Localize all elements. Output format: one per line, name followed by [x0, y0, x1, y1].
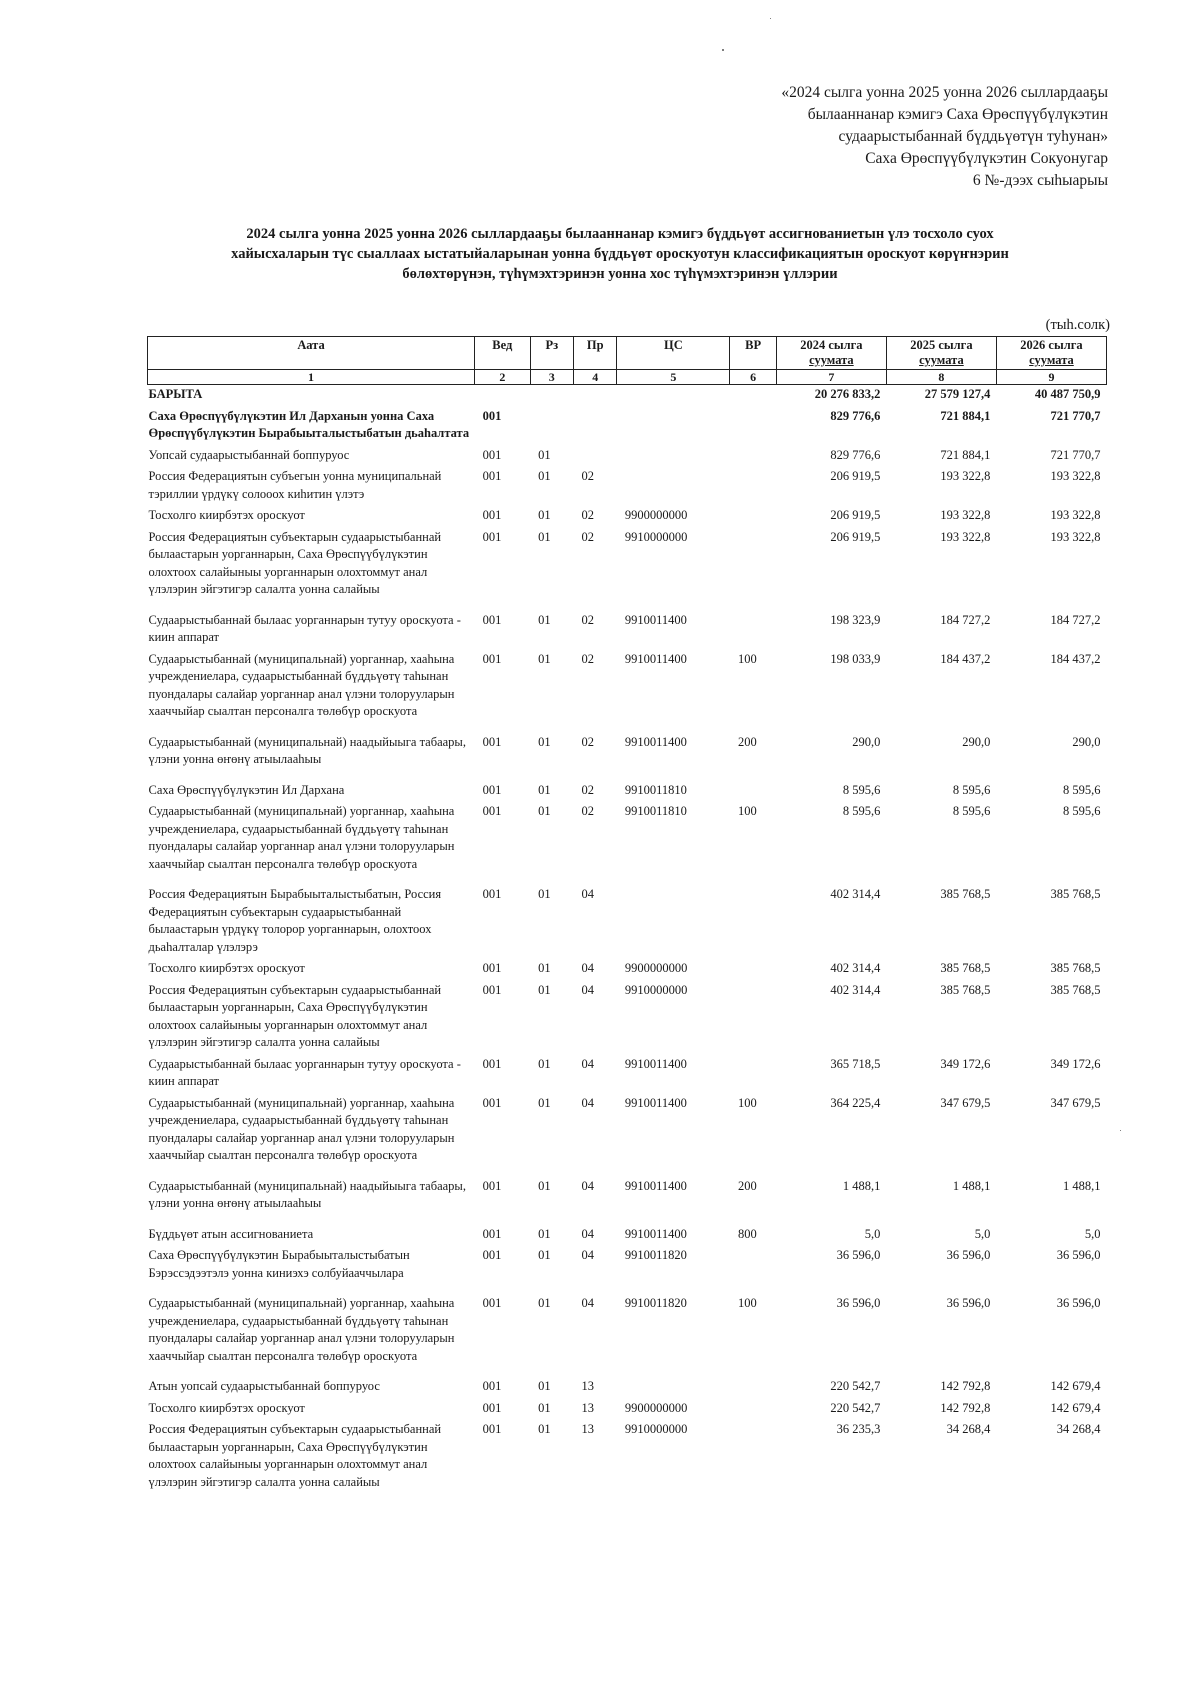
cell-name: Судаарыстыбаннай (муниципальнай) уорганнар, хааһына учреждениелара, судаарыстыбаннай бүддьүөтү таһынан пуондалары салайар уорганнар анал үлэни толорууларын хааччыйар сыалтан персоналга төлөбүр ороскуота — [148, 804, 455, 871]
cell-name: Судаарыстыбаннай (муниципальнай) наадыйыыга табаары, үлэни уонна өҥөнү атыылааһыы — [148, 734, 466, 766]
cell-pr: 13 — [581, 1400, 594, 1415]
cell-vr: 100 — [737, 651, 757, 666]
cell-ved: 001 — [482, 982, 502, 997]
cell-vr: 800 — [737, 1226, 757, 1241]
attachment-line: «2024 сылга уонна 2025 уонна 2026 сыллардааҕы — [781, 84, 1108, 101]
cell-cs: 9910011400 — [624, 734, 687, 749]
header-colnum: 4 — [573, 370, 616, 385]
cell-2024: 36 235,3 — [836, 1422, 881, 1436]
cell-2025: 347 679,5 — [940, 1095, 991, 1110]
cell-ved: 001 — [482, 1226, 502, 1241]
cell-ved: 001 — [482, 1379, 502, 1393]
cell-pr: 02 — [581, 782, 594, 797]
cell-rz — [530, 385, 573, 407]
title-line: 2024 сылга уонна 2025 уонна 2026 сыллардааҕы былааннанар кэмигэ бүддьүөт ассигнованиетын үлэ тосхоло суох — [246, 226, 994, 242]
cell-vr — [730, 959, 776, 981]
cell-cs: 9910011400 — [624, 1178, 687, 1193]
header-2025-line1: 2025 сылга — [910, 338, 973, 352]
cell-2024: 206 919,5 — [830, 508, 881, 522]
cell-ved: 001 — [482, 529, 502, 544]
header-name: Аата — [148, 337, 475, 370]
cell-2024: 402 314,4 — [830, 961, 881, 975]
cell-pr: 04 — [581, 1056, 594, 1071]
cell-name: Уопсай судаарыстыбаннай боппуруос — [148, 447, 350, 462]
cell-2025: 142 792,8 — [940, 1400, 991, 1415]
table-row — [148, 407, 1107, 446]
header-colnum: 6 — [730, 370, 776, 385]
title-line: хайысхаларын түс сыаллаах ыстатыйаларынан уонна бүддьүөт ороскуотун классификациятын ороскуот көрүҥнэрин — [231, 246, 1009, 262]
cell-vr — [730, 528, 776, 602]
document-title — [140, 224, 1100, 284]
scan-speck — [722, 49, 724, 51]
header-2026 — [996, 337, 1106, 370]
cell-cs: 9910011810 — [624, 782, 687, 797]
cell-pr: 02 — [581, 529, 594, 544]
cell-cs — [617, 407, 730, 446]
cell-cs: 9910011400 — [624, 1095, 687, 1110]
cell-2026: 142 679,4 — [1050, 1400, 1101, 1415]
cell-rz: 01 — [538, 782, 551, 797]
table-row — [148, 385, 1107, 407]
cell-pr: 04 — [581, 1095, 594, 1110]
cell-pr: 02 — [581, 508, 594, 522]
cell-2024: 8 595,6 — [842, 804, 881, 818]
cell-name: Судаарыстыбаннай (муниципальнай) уорганнар, хааһына учреждениелара, судаарыстыбаннай бүддьүөтү таһынан пуондалары салайар уорганнар анал үлэни толорууларын хааччыйар сыалтан персоналга төлөбүр ороскуота — [148, 1296, 455, 1363]
cell-ved: 001 — [482, 1056, 502, 1071]
cell-ved: 001 — [482, 651, 502, 666]
cell-pr: 02 — [581, 612, 594, 627]
cell-cs — [617, 876, 730, 959]
cell-vr: 200 — [737, 734, 757, 749]
cell-cs: 9910011400 — [624, 1226, 687, 1241]
cell-2024: 36 596,0 — [836, 1248, 881, 1262]
cell-2026: 290,0 — [1072, 734, 1101, 749]
cell-pr: 02 — [581, 734, 594, 749]
cell-pr: 13 — [581, 1422, 594, 1436]
cell-rz: 01 — [538, 961, 551, 975]
table-row — [148, 602, 1107, 650]
cell-rz: 01 — [538, 1248, 551, 1262]
cell-ved: 001 — [482, 1422, 502, 1436]
cell-cs: 9910011820 — [624, 1248, 687, 1262]
cell-2024: 829 776,6 — [830, 447, 881, 462]
scan-speck — [770, 18, 771, 19]
cell-2025: 385 768,5 — [940, 961, 991, 975]
cell-rz: 01 — [538, 1400, 551, 1415]
cell-rz: 01 — [538, 734, 551, 749]
header-colnum: 7 — [776, 370, 886, 385]
table-body — [148, 385, 1107, 1495]
cell-rz: 01 — [538, 1226, 551, 1241]
cell-vr — [730, 1420, 776, 1494]
cell-ved: 001 — [482, 408, 502, 423]
header-colnum: 9 — [996, 370, 1106, 385]
cell-2025: 193 322,8 — [940, 508, 991, 522]
cell-rz: 01 — [538, 1422, 551, 1436]
cell-2024: 220 542,7 — [830, 1379, 881, 1393]
cell-ved: 001 — [482, 887, 502, 901]
cell-name: Россия Федерациятын Бырабыыталыстыбатын, Россия Федерациятын субъектарын судаарыстыбаннай былаастарын үрдүкү толорор уорганнарын, олохтоох дьаһалталар үлэлэрэ — [148, 887, 442, 954]
cell-2025: 34 268,4 — [946, 1422, 991, 1436]
cell-pr — [573, 385, 616, 407]
cell-vr — [730, 602, 776, 650]
cell-2025: 290,0 — [962, 734, 991, 749]
cell-2025: 142 792,8 — [940, 1379, 991, 1393]
table-row — [148, 1399, 1107, 1421]
cell-2025: 193 322,8 — [940, 529, 991, 544]
cell-name: Россия Федерациятын субъектарын судаарыстыбаннай былаастарын уорганнарын, Саха Өрөспүүбүлүкэтин олохтоох салайыныы уорганнарын олохтоммут анал үлэлэрин эйгэтигэр салалта уонна салайыы — [148, 1422, 442, 1489]
cell-cs: 9910011810 — [624, 804, 687, 818]
table-row — [148, 724, 1107, 772]
table-row — [148, 1368, 1107, 1399]
cell-vr — [730, 772, 776, 803]
cell-pr: 02 — [581, 651, 594, 666]
header-ved: Вед — [475, 337, 531, 370]
cell-name: Бүддьүөт атын ассигнованиета — [148, 1226, 314, 1241]
cell-2025: 193 322,8 — [940, 469, 991, 483]
cell-2025: 36 596,0 — [946, 1296, 991, 1310]
header-vr: ВР — [730, 337, 776, 370]
cell-cs — [617, 1368, 730, 1399]
cell-2026: 721 770,7 — [1050, 447, 1101, 462]
cell-cs: 9910011400 — [624, 612, 687, 627]
attachment-note — [588, 82, 1108, 192]
cell-ved: 001 — [482, 1095, 502, 1110]
cell-2025: 721 884,1 — [940, 408, 991, 423]
cell-2026: 8 595,6 — [1063, 804, 1101, 818]
cell-2025: 349 172,6 — [940, 1056, 991, 1071]
header-colnum: 3 — [530, 370, 573, 385]
cell-vr — [730, 981, 776, 1055]
cell-vr: 100 — [737, 1095, 757, 1110]
cell-cs: 9910000000 — [624, 1422, 688, 1436]
cell-2026: 40 487 750,9 — [1034, 387, 1101, 401]
cell-name: Саха Өрөспүүбүлүкэтин Бырабыыталыстыбатын Бэрэссэдээтэлэ уонна киниэхэ солбуйааччылара — [148, 1248, 410, 1280]
cell-2025: 385 768,5 — [940, 887, 991, 901]
cell-rz: 01 — [538, 1379, 551, 1393]
cell-ved: 001 — [482, 469, 502, 483]
cell-vr — [730, 1399, 776, 1421]
cell-2025: 8 595,6 — [952, 804, 991, 818]
table-row — [148, 876, 1107, 959]
cell-2024: 290,0 — [852, 734, 881, 749]
table-row — [148, 1216, 1107, 1247]
cell-2026: 385 768,5 — [1050, 982, 1101, 997]
cell-2026: 193 322,8 — [1050, 508, 1101, 522]
cell-ved: 001 — [482, 804, 502, 818]
cell-2026: 8 595,6 — [1063, 782, 1101, 797]
cell-vr — [730, 446, 776, 468]
cell-2024: 5,0 — [864, 1226, 881, 1241]
cell-2026: 184 437,2 — [1050, 651, 1101, 666]
table-row — [148, 981, 1107, 1055]
cell-2025: 184 727,2 — [940, 612, 991, 627]
cell-name: Саха Өрөспүүбүлүкэтин Ил Дарханын уонна Саха Өрөспүүбүлүкэтин Бырабыыталыстыбатын дьаһалтата — [148, 408, 470, 440]
cell-cs — [617, 467, 730, 506]
header-2024 — [776, 337, 886, 370]
cell-vr — [730, 506, 776, 528]
cell-rz: 01 — [538, 1056, 551, 1071]
cell-vr — [730, 385, 776, 407]
cell-vr: 100 — [737, 1296, 757, 1310]
cell-2024: 198 033,9 — [830, 651, 881, 666]
cell-rz: 01 — [538, 1296, 551, 1310]
cell-ved: 001 — [482, 1296, 502, 1310]
header-2026-line1: 2026 сылга — [1020, 338, 1083, 352]
table-row — [148, 506, 1107, 528]
cell-2026: 34 268,4 — [1056, 1422, 1101, 1436]
cell-cs: 9910000000 — [624, 982, 688, 997]
header-colnum: 5 — [617, 370, 730, 385]
table-row — [148, 802, 1107, 876]
cell-vr — [730, 1055, 776, 1094]
cell-rz: 01 — [538, 982, 551, 997]
cell-cs — [617, 446, 730, 468]
cell-ved: 001 — [482, 734, 502, 749]
header-rz: Рз — [530, 337, 573, 370]
header-cs: ЦС — [617, 337, 730, 370]
cell-cs: 9900000000 — [624, 1400, 688, 1415]
cell-name: Саха Өрөспүүбүлүкэтин Ил Дархана — [148, 782, 345, 797]
cell-vr: 200 — [737, 1178, 757, 1193]
cell-2024: 36 596,0 — [836, 1296, 881, 1310]
cell-2026: 142 679,4 — [1050, 1379, 1101, 1393]
cell-name: Судаарыстыбаннай (муниципальнай) уорганнар, хааһына учреждениелара, судаарыстыбаннай бүддьүөтү таһынан пуондалары салайар уорганнар анал үлэни толорууларын хааччыйар сыалтан персоналга төлөбүр ороскуота — [148, 651, 455, 718]
table-header — [148, 337, 1107, 385]
header-colnum: 1 — [148, 370, 475, 385]
header-2025 — [886, 337, 996, 370]
cell-2026: 193 322,8 — [1050, 529, 1101, 544]
cell-name: Судаарыстыбаннай былаас уорганнарын тутуу ороскуота - киин аппарат — [148, 612, 461, 644]
cell-2025: 184 437,2 — [940, 651, 991, 666]
cell-rz: 01 — [538, 508, 551, 522]
cell-2024: 364 225,4 — [830, 1095, 881, 1110]
cell-2026: 5,0 — [1084, 1226, 1101, 1241]
cell-2025: 27 579 127,4 — [924, 387, 991, 401]
cell-2025: 721 884,1 — [940, 447, 991, 462]
cell-name: Россия Федерациятын субъегын уонна муниципальнай тэриллии үрдүкү солооох киһитин үлэтэ — [148, 469, 442, 501]
cell-cs: 9910011820 — [624, 1296, 687, 1310]
cell-2024: 829 776,6 — [830, 408, 881, 423]
cell-name: Судаарыстыбаннай (муниципальнай) наадыйыыга табаары, үлэни уонна өҥөнү атыылааһыы — [148, 1178, 466, 1210]
cell-cs — [617, 385, 730, 407]
table-row — [148, 1094, 1107, 1168]
cell-2026: 193 322,8 — [1050, 469, 1101, 483]
cell-cs: 9910011400 — [624, 651, 687, 666]
cell-pr: 04 — [581, 1248, 594, 1262]
units-label: (тыһ.солк) — [1045, 317, 1110, 333]
cell-2026: 347 679,5 — [1050, 1095, 1101, 1110]
cell-vr — [730, 1246, 776, 1285]
cell-2026: 1 488,1 — [1063, 1178, 1101, 1193]
cell-2024: 220 542,7 — [830, 1400, 881, 1415]
attachment-line: Саха Өрөспүүбүлүкэтин Сокуонугар — [865, 150, 1108, 167]
header-colnum: 8 — [886, 370, 996, 385]
table-row — [148, 959, 1107, 981]
title-line: бөлөхтөрүнэн, түһүмэхтэринэн уонна хос түһүмэхтэринэн үллэрии — [402, 266, 838, 282]
cell-2024: 1 488,1 — [842, 1178, 881, 1193]
cell-ved — [475, 385, 531, 407]
cell-rz: 01 — [538, 529, 551, 544]
cell-2024: 402 314,4 — [830, 982, 881, 997]
cell-pr: 02 — [581, 804, 594, 818]
cell-rz: 01 — [538, 612, 551, 627]
cell-cs: 9900000000 — [624, 508, 688, 522]
cell-name: БАРЫТА — [148, 387, 203, 401]
attachment-line: судаарыстыбаннай бүддьүөтүн туһунан» — [838, 128, 1108, 145]
cell-vr — [730, 467, 776, 506]
cell-2024: 402 314,4 — [830, 887, 881, 901]
cell-2025: 385 768,5 — [940, 982, 991, 997]
cell-2026: 184 727,2 — [1050, 612, 1101, 627]
table-row — [148, 1285, 1107, 1368]
cell-rz: 01 — [538, 651, 551, 666]
cell-2025: 5,0 — [974, 1226, 991, 1241]
cell-2026: 36 596,0 — [1056, 1296, 1101, 1310]
table-row — [148, 1420, 1107, 1494]
cell-ved: 001 — [482, 782, 502, 797]
cell-vr: 100 — [737, 804, 757, 818]
cell-2024: 206 919,5 — [830, 469, 881, 483]
cell-2025: 36 596,0 — [946, 1248, 991, 1262]
cell-ved: 001 — [482, 961, 502, 975]
table-row — [148, 1055, 1107, 1094]
table-row — [148, 1168, 1107, 1216]
cell-pr: 04 — [581, 1226, 594, 1241]
cell-pr: 04 — [581, 961, 594, 975]
header-2024-line1: 2024 сылга — [800, 338, 863, 352]
cell-name: Судаарыстыбаннай былаас уорганнарын тутуу ороскуота - киин аппарат — [148, 1056, 461, 1088]
table-row — [148, 528, 1107, 602]
cell-pr: 04 — [581, 1178, 594, 1193]
cell-rz: 01 — [538, 1095, 551, 1110]
cell-name: Тосхолго киирбэтэх ороскуот — [148, 508, 305, 522]
header-pr: Пр — [573, 337, 616, 370]
cell-pr — [573, 446, 616, 468]
cell-ved: 001 — [482, 508, 502, 522]
header-colnum: 2 — [475, 370, 531, 385]
cell-vr — [730, 407, 776, 446]
cell-name: Тосхолго киирбэтэх ороскуот — [148, 1400, 305, 1415]
header-2025-line2: суумата — [919, 353, 964, 367]
cell-2024: 365 718,5 — [830, 1056, 881, 1071]
cell-2026: 385 768,5 — [1050, 887, 1101, 901]
scan-speck — [1120, 1130, 1121, 1131]
cell-vr — [730, 1368, 776, 1399]
cell-rz — [530, 407, 573, 446]
cell-rz: 01 — [538, 887, 551, 901]
header-2026-line2: суумата — [1029, 353, 1074, 367]
cell-2026: 349 172,6 — [1050, 1056, 1101, 1071]
cell-ved: 001 — [482, 447, 502, 462]
cell-name: Россия Федерациятын субъектарын судаарыстыбаннай былаастарын уорганнарын, Саха Өрөспүүбүлүкэтин олохтоох салайыныы уорганнарын олохтоммут анал үлэлэрин эйгэтигэр салалта уонна салайыы — [148, 529, 442, 596]
budget-table — [147, 336, 1107, 1494]
cell-2026: 36 596,0 — [1056, 1248, 1101, 1262]
cell-ved: 001 — [482, 1248, 502, 1262]
cell-name: Россия Федерациятын субъектарын судаарыстыбаннай былаастарын уорганнарын, Саха Өрөспүүбүлүкэтин олохтоох салайыныы уорганнарын олохтоммут анал үлэлэрин эйгэтигэр салалта уонна салайыы — [148, 982, 442, 1049]
table-row — [148, 772, 1107, 803]
cell-2024: 206 919,5 — [830, 529, 881, 544]
header-2024-line2: суумата — [809, 353, 854, 367]
cell-vr — [730, 876, 776, 959]
attachment-line: былааннанар кэмигэ Саха Өрөспүүбүлүкэтин — [807, 106, 1108, 123]
cell-rz: 01 — [538, 469, 551, 483]
cell-pr: 04 — [581, 1296, 594, 1310]
table-row — [148, 467, 1107, 506]
cell-pr: 02 — [581, 469, 594, 483]
cell-name: Судаарыстыбаннай (муниципальнай) уорганнар, хааһына учреждениелара, судаарыстыбаннай бүддьүөтү таһынан пуондалары салайар уорганнар анал үлэни толорууларын хааччыйар сыалтан персоналга төлөбүр ороскуота — [148, 1095, 455, 1162]
cell-pr: 04 — [581, 887, 594, 901]
cell-2026: 721 770,7 — [1050, 408, 1101, 423]
cell-cs: 9910000000 — [624, 529, 688, 544]
cell-2025: 8 595,6 — [952, 782, 991, 797]
table-row — [148, 446, 1107, 468]
cell-name: Тосхолго киирбэтэх ороскуот — [148, 961, 305, 975]
cell-name: Атын уопсай судаарыстыбаннай боппуруос — [148, 1379, 380, 1393]
cell-rz: 01 — [538, 804, 551, 818]
cell-rz: 01 — [538, 1178, 551, 1193]
cell-ved: 001 — [482, 612, 502, 627]
cell-ved: 001 — [482, 1400, 502, 1415]
attachment-line: 6 №-дээх сыһыарыы — [972, 172, 1108, 189]
cell-2026: 385 768,5 — [1050, 961, 1101, 975]
cell-pr: 13 — [581, 1379, 594, 1393]
cell-ved: 001 — [482, 1178, 502, 1193]
cell-cs: 9900000000 — [624, 961, 688, 975]
table-row — [148, 1246, 1107, 1285]
cell-2025: 1 488,1 — [952, 1178, 991, 1193]
cell-pr: 04 — [581, 982, 594, 997]
cell-cs: 9910011400 — [624, 1056, 687, 1071]
cell-rz: 01 — [538, 447, 551, 462]
cell-2024: 8 595,6 — [842, 782, 881, 797]
cell-pr — [573, 407, 616, 446]
table-row — [148, 650, 1107, 724]
cell-2024: 198 323,9 — [830, 612, 881, 627]
cell-2024: 20 276 833,2 — [814, 387, 881, 401]
